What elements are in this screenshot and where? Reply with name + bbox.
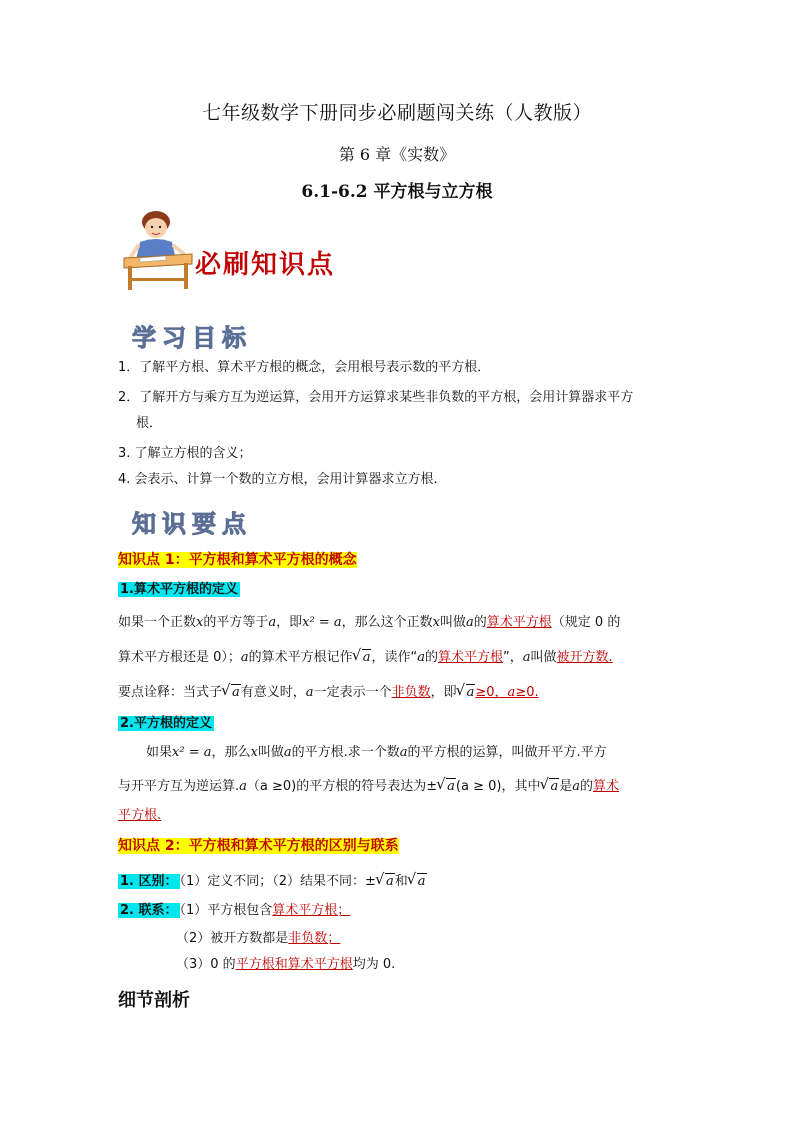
definition-2-line-1 (146, 743, 686, 763)
def1-tag-text: 1.算术平方根的定义 (120, 582, 238, 597)
kp2-label: 知识点 2： (118, 838, 189, 854)
sqrt-expression (376, 872, 395, 892)
knowledge-point-2 (118, 836, 688, 856)
var-a: a (399, 745, 408, 760)
var-x: x (432, 615, 440, 630)
term-arithmetic-root: 算术平方根 (486, 615, 552, 630)
text: ，读作“ (371, 650, 418, 665)
doc-title: 七年级数学下册同步必刷题闯关练（人教版） (201, 102, 592, 124)
radicand: a (385, 874, 394, 889)
kp1-text: 平方根和算术平方根的概念 (188, 552, 357, 568)
sqrt-expression (222, 683, 241, 703)
nonneg-condition (457, 685, 539, 700)
var-a: a (305, 685, 314, 700)
relation-line-1 (118, 901, 688, 921)
text: （1）定义不同；（2）结果不同：± (179, 874, 376, 889)
definition-1-note (118, 683, 688, 703)
definition-1-line-2 (118, 648, 688, 668)
knowledge-heading: 知识要点 (132, 509, 252, 538)
text: 的 (424, 650, 438, 665)
var-a: a (417, 650, 425, 665)
term-radicand: 被开方数. (556, 650, 613, 665)
definition-2-tag (118, 714, 688, 734)
text: (a ≥ 0)，其中 (455, 779, 541, 794)
text: 的 (473, 615, 487, 630)
sqrt-expression (408, 872, 427, 892)
equation: x² = a (172, 745, 212, 760)
knowledge-point-1 (118, 550, 688, 570)
term-roots: 平方根和算术平方根 (235, 957, 353, 972)
objective-item-4: 4. 会表示、计算一个数的立方根，会用计算器求立方根. (118, 472, 438, 487)
text: 的平方根.求一个数 (291, 745, 400, 760)
relation-line-3 (176, 955, 686, 975)
var-a: a (268, 615, 277, 630)
definition-1-line-1 (118, 613, 688, 633)
def2-tag-text: 2.平方根的定义 (120, 716, 212, 731)
text: ”， (503, 650, 523, 665)
equation: x² = a (302, 615, 342, 630)
text: （2）被开方数都是 (176, 931, 289, 946)
term-arithmetic-root: 算术平方根； (272, 903, 351, 918)
banner-heading: 必刷知识点 (195, 250, 336, 280)
diff-tag: 1. 区别： (120, 874, 178, 889)
text: （1）平方根包含 (179, 903, 273, 918)
text: （规定 0 的 (551, 615, 621, 630)
text: 如果一个正数 (118, 615, 197, 630)
term-arithmetic: 算术 (593, 779, 620, 794)
difference-line (118, 872, 688, 892)
text: 的平方根的运算，叫做开平方.平方 (407, 745, 607, 760)
radicand: a (417, 874, 426, 889)
sqrt-expression (437, 777, 456, 797)
section-title: 6.1-6.2 平方根与立方根 (301, 182, 493, 202)
text: ≥0， (475, 685, 508, 700)
text: 如果 (146, 745, 173, 760)
text: ，那么这个正数 (341, 615, 433, 630)
text: ，即 (276, 615, 303, 630)
student-desk-illustration (122, 208, 194, 292)
text: （3）0 的 (176, 957, 236, 972)
term-nonnegative: 非负数 (391, 685, 431, 700)
text: ，即 (430, 685, 457, 700)
text: 叫做 (257, 745, 284, 760)
text: 的平方等于 (203, 615, 269, 630)
text: 一定表示一个 (313, 685, 392, 700)
link-tag: 2. 联系： (120, 903, 178, 918)
var-x: x (250, 745, 258, 760)
radicand: a (466, 685, 475, 700)
text: 有意义时， (240, 685, 306, 700)
relation-line-2 (176, 929, 686, 949)
radicand: a (362, 650, 371, 665)
text: 均为 0. (352, 957, 396, 972)
definition-2-line-2 (118, 777, 688, 797)
kp1-label: 知识点 1： (118, 552, 189, 568)
text: 和 (394, 874, 408, 889)
objective-item-1: 1．了解平方根、算术平方根的概念，会用根号表示数的平方根． (118, 360, 491, 375)
text: 与开平方互为逆运算. (118, 779, 240, 794)
radicand: a (447, 779, 455, 794)
var-a: a (522, 650, 531, 665)
objective-item-3: 3. 了解立方根的含义； (118, 446, 252, 461)
sqrt-expression (540, 777, 559, 797)
var-x: x (196, 615, 204, 630)
var-a: a (572, 779, 580, 794)
term-square-root: 平方根. (118, 808, 162, 823)
radicand: a (232, 685, 240, 700)
text: ，那么 (211, 745, 251, 760)
text: 是 (559, 779, 573, 794)
text: 叫做 (530, 650, 557, 665)
term-arithmetic-root: 算术平方根 (437, 650, 503, 665)
text: 叫做 (439, 615, 466, 630)
text: 的算术平方根记作 (248, 650, 353, 665)
term-nonnegative: 非负数； (288, 931, 341, 946)
objective-item-2: 2．了解开方与乘方互为逆运算，会用开方运算求某些非负数的平方根，会用计算器求平方 (118, 390, 634, 405)
sqrt-expression (353, 648, 372, 668)
detail-heading: 细节剖析 (118, 990, 190, 1011)
var-a: a (240, 650, 249, 665)
var-a: a (239, 779, 247, 794)
definition-1-tag (118, 580, 688, 600)
text: 要点诠释：当式子 (118, 685, 223, 700)
text: （a ≥0)的平方根的符号表达为± (246, 779, 438, 794)
objectives-heading: 学习目标 (132, 323, 252, 352)
sqrt-expression (457, 683, 476, 703)
var-a: a (507, 685, 516, 700)
chapter-title: 第 6 章《实数》 (338, 145, 456, 164)
var-a: a (465, 615, 474, 630)
text: 算术平方根还是 0）； (118, 650, 241, 665)
text: ≥0. (515, 685, 539, 700)
kp2-text: 平方根和算术平方根的区别与联系 (188, 838, 399, 854)
objective-item-2-cont: 根． (136, 416, 163, 431)
definition-2-line-3 (118, 806, 688, 826)
text: 的 (580, 779, 594, 794)
var-a: a (283, 745, 292, 760)
radicand: a (550, 779, 559, 794)
